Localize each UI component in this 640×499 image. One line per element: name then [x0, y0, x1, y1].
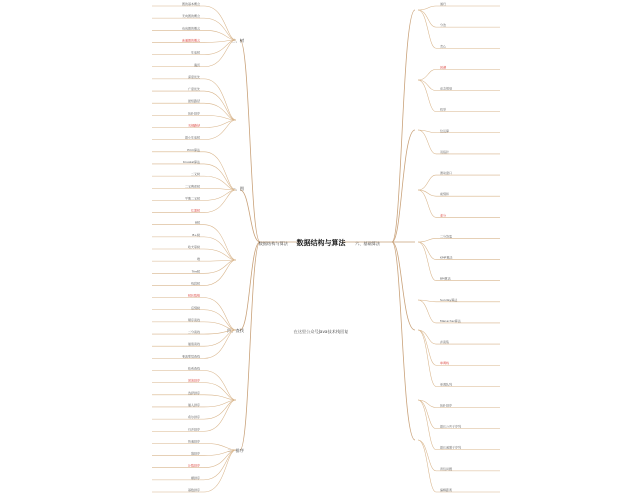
leaf-connector — [418, 130, 500, 133]
right-leaf-s23: 背包问题 — [440, 466, 453, 471]
leaf-connector — [418, 80, 500, 112]
leaf-connector — [152, 115, 236, 120]
left-leaf-r10: 拓扑排序 — [187, 111, 200, 116]
leaf-connector — [418, 440, 500, 471]
leaf-connector — [418, 300, 500, 302]
right-leaf-s18: 单调栈 — [440, 361, 450, 366]
branch-left-mid: 四、查找 — [227, 328, 244, 333]
left-leaf-r4: 连通图的概念 — [181, 38, 200, 43]
leaf-connector — [418, 190, 500, 217]
right-leaf-s21: 最长公共子序列 — [440, 424, 462, 429]
right-leaf-s8: 双指针 — [440, 149, 450, 154]
left-leaf-r7: 深度优先 — [187, 74, 200, 79]
leaf-connector — [418, 400, 500, 407]
left-leaf-r24: 线段树 — [190, 281, 200, 286]
leaf-connector — [152, 322, 236, 330]
left-leaf-r18: 红黑树 — [190, 208, 200, 213]
left-leaf-r37: 快速排序 — [187, 439, 200, 444]
leaf-connector — [152, 249, 236, 260]
right-leaf-s11: 差分 — [440, 213, 447, 218]
leaf-connector — [152, 450, 236, 492]
left-leaf-r11: 关键路径 — [187, 123, 200, 128]
right-leaves — [418, 1, 500, 492]
leaf-connector — [418, 330, 500, 386]
left-leaf-r9: 最短路径 — [187, 99, 200, 104]
right-leaf-s12: 二分答案 — [440, 234, 453, 239]
leaf-connector — [418, 330, 500, 365]
leaf-connector — [418, 330, 500, 344]
right-leaf-s19: 单调队列 — [440, 382, 453, 387]
left-leaf-r34: 插入排序 — [187, 402, 200, 407]
leaf-connector — [418, 69, 500, 80]
right-leaf-s14: BM算法 — [440, 276, 451, 281]
left-leaf-r41: 基数排序 — [187, 488, 200, 492]
right-leaf-s7: 位运算 — [440, 128, 450, 133]
leaf-connector — [418, 238, 500, 242]
branch-right: 六、基础算法 — [355, 241, 381, 246]
right-leaf-s15: Sunday算法 — [440, 297, 458, 302]
right-leaf-s2: 分治 — [440, 23, 447, 28]
right-leaf-s5: 动态规划 — [440, 86, 453, 91]
leaf-connector — [418, 175, 500, 190]
left-leaf-r6: 遍历 — [193, 62, 200, 67]
left-leaf-r33: 选择排序 — [187, 390, 200, 395]
left-leaf-r12: 最小生成树 — [184, 135, 200, 140]
right-leaf-s4: 回溯 — [440, 65, 447, 70]
branch-left-center: 数据结构与算法 — [258, 241, 288, 246]
leaf-connector — [418, 6, 500, 10]
root-title: 数据结构与算法 — [296, 239, 346, 247]
branch-left-bottom: 二、排序 — [227, 448, 244, 453]
left-leaf-r16: 二叉搜索树 — [184, 184, 200, 189]
left-leaf-r8: 广度优先 — [187, 87, 200, 92]
leaf-connector — [152, 188, 236, 190]
left-leaf-r3: 有向图的概念 — [181, 26, 200, 31]
left-leaves — [152, 1, 236, 492]
left-leaf-r23: Trie树 — [191, 269, 200, 274]
leaf-connector — [152, 298, 236, 330]
right-leaf-s3: 贪心 — [440, 44, 447, 49]
branch-left-group-a: 一、图 — [231, 186, 244, 191]
left-leaf-r27: 顺序查找 — [187, 317, 200, 322]
right-leaf-s20: 拓扑排序 — [440, 403, 453, 408]
leaf-connector — [418, 242, 500, 281]
right-leaf-s9: 滑动窗口 — [440, 171, 453, 176]
right-leaf-s17: 并查集 — [440, 340, 450, 345]
leaf-connector — [418, 10, 500, 27]
leaf-connector — [152, 260, 236, 261]
left-leaf-r25: 树状数组 — [187, 293, 200, 298]
leaf-connector — [152, 225, 236, 260]
left-leaf-r2: 无向图的概念 — [181, 14, 200, 19]
footer-note: 在这里公众号Java技术栈回复 — [293, 329, 349, 334]
leaf-connector — [152, 371, 236, 401]
left-leaf-r30: 斐波那契查找 — [181, 354, 200, 359]
right-leaf-s1: 递归 — [440, 2, 447, 6]
left-leaf-r14: Kruskal算法 — [182, 159, 200, 164]
branch-left-top: 三、树 — [231, 38, 244, 43]
left-leaf-r13: Prim算法 — [187, 147, 200, 152]
left-leaf-r39: 计数排序 — [187, 463, 200, 468]
leaf-connector — [418, 10, 500, 48]
right-leaf-s13: KMP算法 — [440, 255, 453, 260]
right-leaf-s10: 前缀和 — [440, 192, 450, 197]
leaf-connector — [152, 395, 236, 400]
left-leaf-r5: 生成树 — [190, 50, 200, 55]
left-leaf-r21: 哈夫曼树 — [187, 245, 200, 249]
left-leaf-r38: 堆排序 — [190, 451, 200, 456]
right-leaf-s22: 最长递增子序列 — [440, 445, 462, 450]
left-leaf-r1: 图的基本概念 — [181, 2, 200, 6]
left-leaf-r28: 二分查找 — [187, 330, 200, 335]
left-leaf-r17: 平衡二叉树 — [184, 196, 200, 201]
left-leaf-r36: 归并排序 — [187, 427, 200, 432]
leaf-connector — [418, 130, 500, 154]
leaf-connector — [152, 91, 236, 120]
right-leaf-s24: 编辑距离 — [440, 488, 453, 492]
left-leaf-r19: B树 — [194, 220, 200, 225]
left-leaf-r31: 哈希查找 — [187, 366, 200, 371]
left-leaf-r35: 希尔排序 — [187, 415, 200, 420]
left-leaf-r26: 后缀树 — [190, 305, 200, 310]
left-leaf-r32: 冒泡排序 — [187, 378, 200, 383]
main-connectors — [240, 10, 415, 450]
left-leaf-r15: 二叉树 — [190, 172, 200, 177]
left-leaf-r40: 桶排序 — [190, 475, 200, 480]
left-leaf-r22: 堆 — [196, 257, 200, 262]
left-leaf-r29: 插值查找 — [187, 342, 200, 347]
right-leaf-s6: 枚举 — [440, 107, 447, 112]
right-leaf-s16: Manacher算法 — [440, 318, 461, 323]
leaf-connector — [152, 443, 236, 450]
leaf-connector — [418, 190, 500, 196]
left-leaf-r20: B+树 — [192, 232, 200, 237]
leaf-connector — [418, 80, 500, 91]
leaf-connector — [418, 242, 500, 260]
